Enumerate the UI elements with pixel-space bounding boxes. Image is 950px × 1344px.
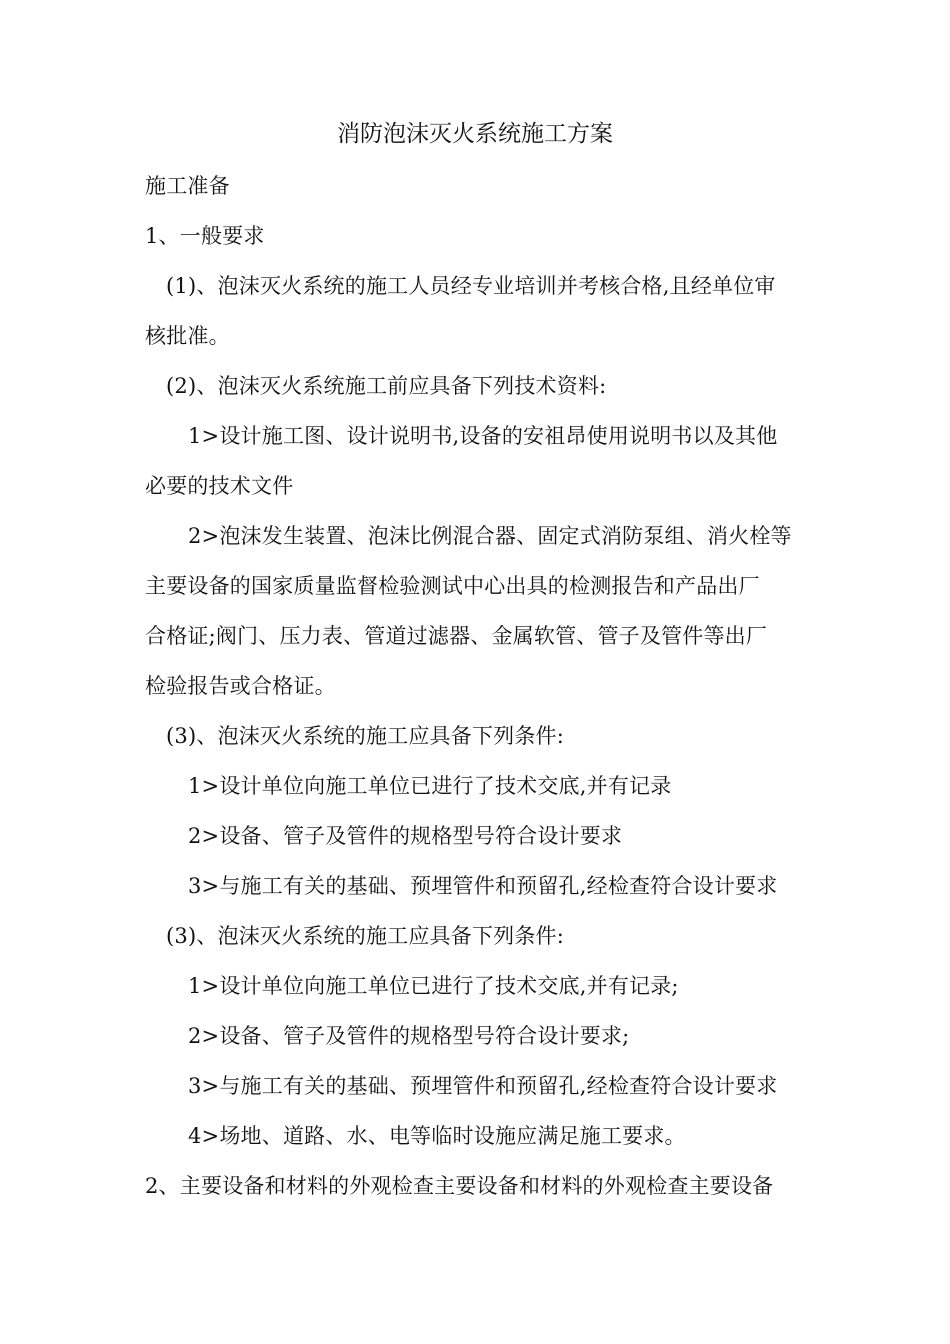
list-item-line: 2>设备、管子及管件的规格型号符合设计要求 [188,824,623,848]
list-item-line: 1>设计单位向施工单位已进行了技术交底,并有记录 [188,774,672,798]
section-heading: 施工准备 [145,174,230,198]
list-item-line: 2>设备、管子及管件的规格型号符合设计要求; [188,1024,630,1048]
list-item-line: 1>设计单位向施工单位已进行了技术交底,并有记录; [188,974,679,998]
subsection-heading-inspection: 2、主要设备和材料的外观检查主要设备和材料的外观检查主要设备 [145,1174,774,1198]
list-item-line: 3>与施工有关的基础、预埋管件和预留孔,经检查符合设计要求 [188,874,778,898]
paragraph-line: (2)、泡沫灭火系统施工前应具备下列技术资料: [166,374,607,398]
list-item-line: 3>与施工有关的基础、预埋管件和预留孔,经检查符合设计要求 [188,1074,778,1098]
document-title: 消防泡沫灭火系统施工方案 [337,121,613,147]
subsection-heading-general: 1、一般要求 [145,224,265,248]
list-item-line: 1>设计施工图、设计说明书,设备的安祖昂使用说明书以及其他 [188,424,778,448]
list-item-line: 合格证;阀门、压力表、管道过滤器、金属软管、管子及管件等出厂 [145,624,768,648]
list-item-line: 2>泡沫发生装置、泡沫比例混合器、固定式消防泵组、消火栓等 [188,524,792,548]
paragraph-line: (3)、泡沫灭火系统的施工应具备下列条件: [166,724,565,748]
list-item-line: 主要设备的国家质量监督检验测试中心出具的检测报告和产品出厂 [145,574,760,598]
list-item-line: 必要的技术文件 [145,474,294,498]
paragraph-line: 核批准。 [145,324,230,348]
list-item-line: 检验报告或合格证。 [145,674,336,698]
list-item-line: 4>场地、道路、水、电等临时设施应满足施工要求。 [188,1124,686,1148]
paragraph-line: (3)、泡沫灭火系统的施工应具备下列条件: [166,924,565,948]
paragraph-line: (1)、泡沫灭火系统的施工人员经专业培训并考核合格,且经单位审 [166,274,776,298]
